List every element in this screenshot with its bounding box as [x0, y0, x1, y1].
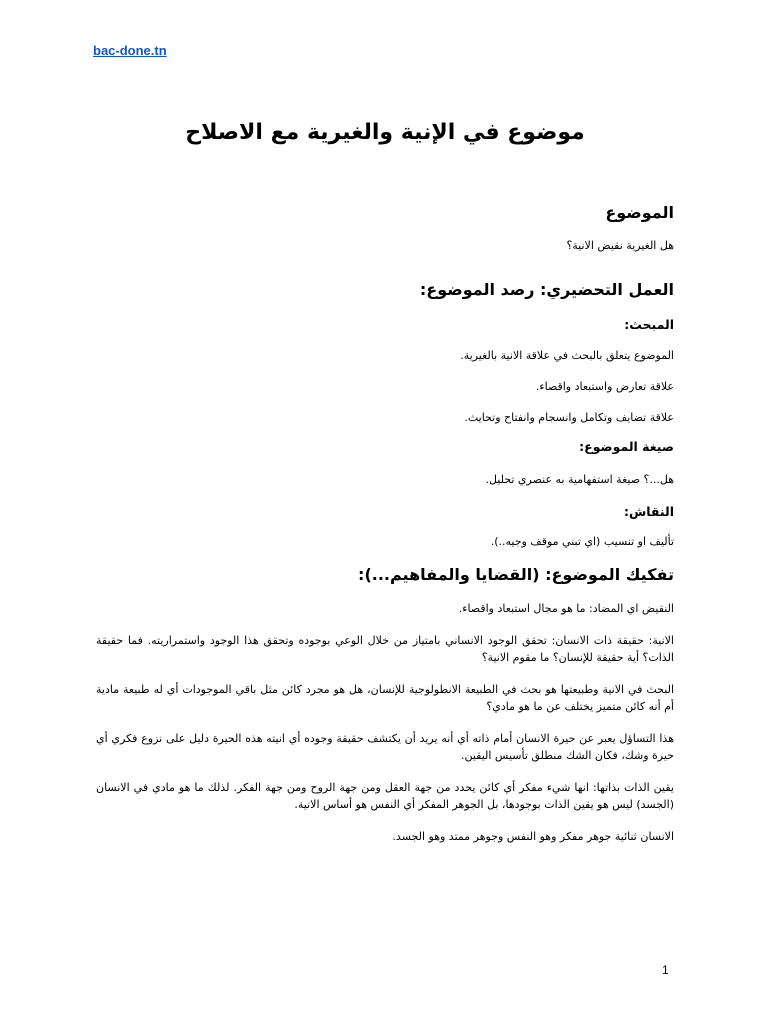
form-heading: صيغة الموضوع: — [579, 439, 674, 454]
analysis-paragraph: الانسان ثنائية جوهر مفكر وهو النفس وجوهر ممتد وهو الجسد. — [392, 830, 674, 843]
prep-heading: العمل التحضيري: رصد الموضوع: — [419, 280, 674, 299]
mabhath-line: علاقة تعارض واستبعاد واقصاء. — [535, 380, 674, 393]
site-link[interactable]: bac-done.tn — [93, 43, 167, 58]
mabhath-line: علاقة تضايف وتكامل وانسجام وانفتاح وتحايث. — [464, 411, 674, 424]
document-title: موضوع في الإنية والغيرية مع الاصلاح — [185, 120, 585, 145]
analysis-paragraph: يقين الذات بذاتها: انها شيء مفكر أي كائن يحدد من جهة العقل ومن جهة الروح ومن جهة الفكر. لذلك ما هو مادي في الانسان (الجسد) ليس هو يقين الذات بوجودها، بل الجوهر المفكر أي النفس هو أساس الانية. — [96, 781, 674, 811]
discussion-heading: النقاش: — [623, 504, 674, 519]
analysis-paragraph: هذا التساؤل يعبر عن حيرة الانسان أمام ذاته أي أنه يريد أن يكتشف حقيقة وجوده أي انيته هذه الحيرة دليل على نزوع فكري أي حيرة وشك، فكان الشك منطلق تأسيس اليقين. — [96, 732, 674, 762]
mabhath-line: الموضوع يتعلق بالبحث في علاقة الانية بالغيرية. — [460, 349, 674, 362]
analysis-heading: تفكيك الموضوع: (القضايا والمفاهيم...): — [358, 565, 674, 584]
document-body — [96, 116, 674, 845]
topic-question: هل الغيرية نقيض الانية؟ — [566, 239, 674, 252]
page-number: 1 — [662, 963, 669, 977]
discussion-text: تأليف او تنسيب (اي تبني موقف وجيه..). — [490, 535, 674, 548]
analysis-paragraph: النقيض اي المضاد: ما هو مجال استبعاد واقصاء. — [458, 602, 674, 615]
topic-heading: الموضوع — [605, 203, 674, 222]
mabhath-heading: المبحث: — [624, 317, 674, 332]
analysis-paragraph: الانية: حقيقة ذات الانسان: تحقق الوجود الانساني بامتياز من خلال الوعي بوجوده وتحقق هذا الوجود واستمراريته. فما حقيقة الذات؟ أية حقيقة للإنسان؟ ما مقوم الانية؟ — [96, 634, 674, 664]
form-text: هل...؟ صيغة استفهامية به عنصري تحليل. — [485, 473, 674, 486]
analysis-paragraph: البحث في الانية وطبيعتها هو بحث في الطبيعة الانطولوجية للإنسان، هل هو مجرد كائن مثل باقي الموجودات أي له طبيعة مادية أم أنه كائن متميز يختلف عن ما هو مادي؟ — [96, 683, 674, 713]
